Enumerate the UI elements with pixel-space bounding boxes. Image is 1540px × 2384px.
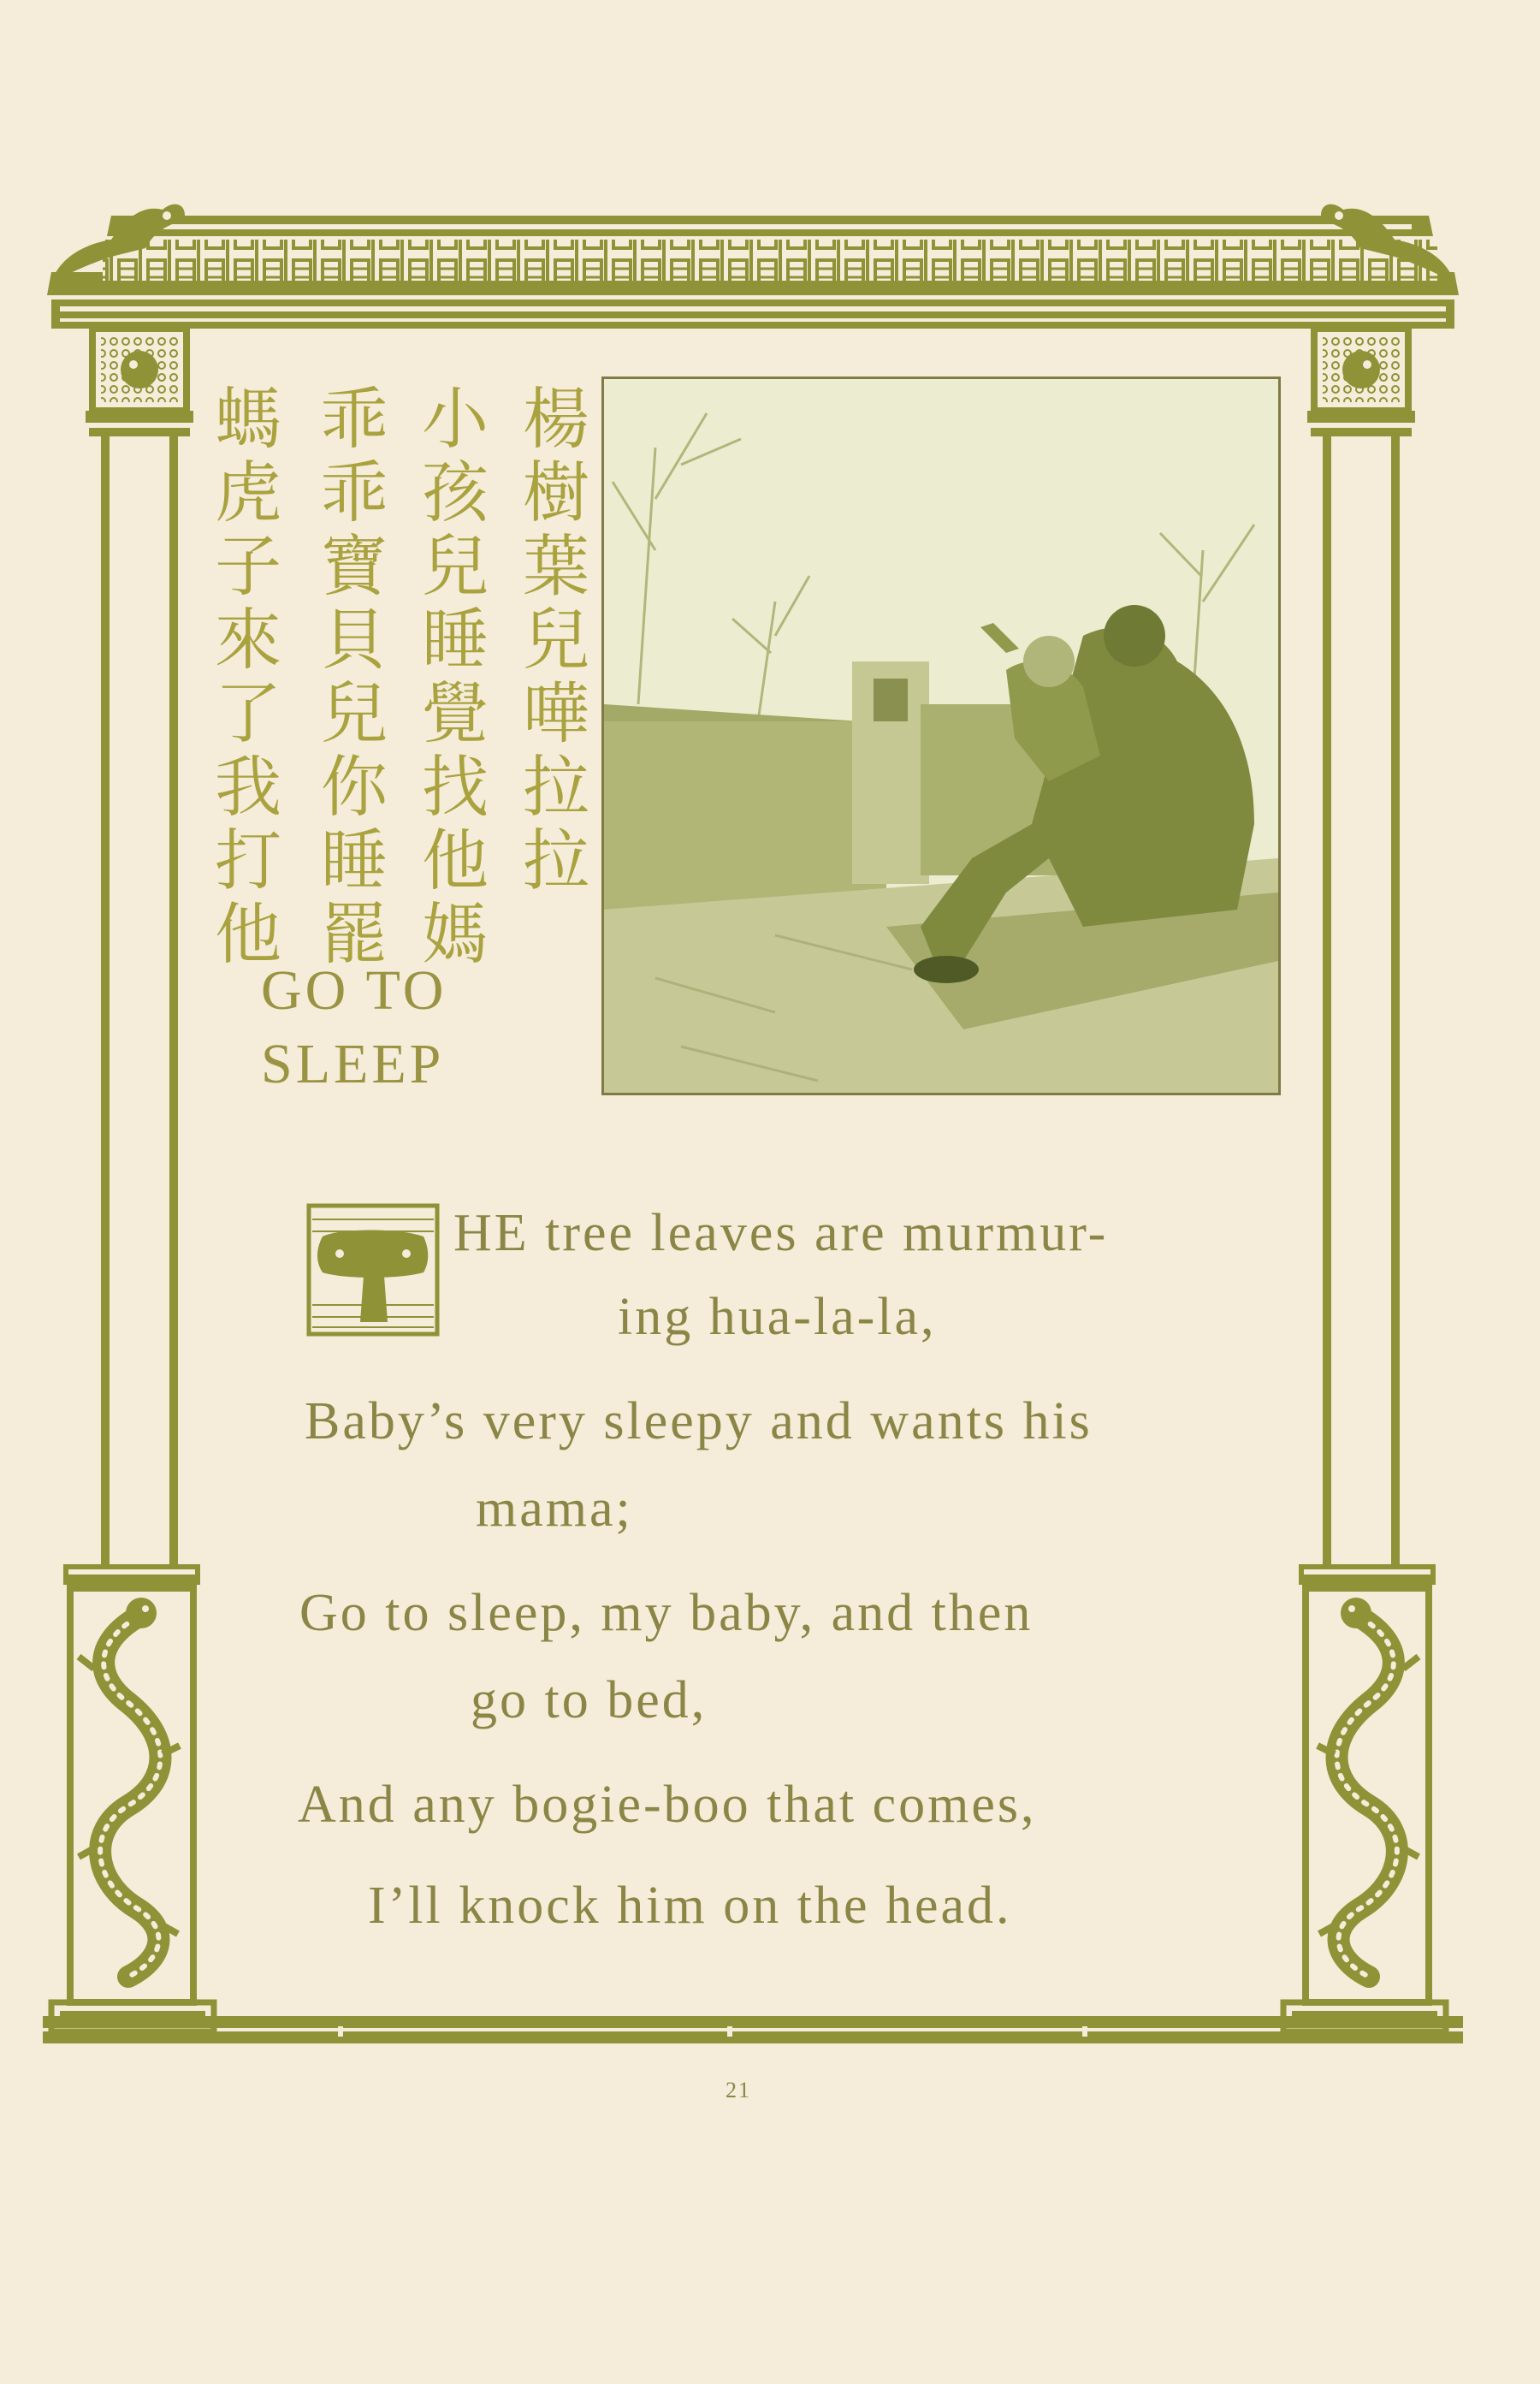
chinese-verse-column-2: 小孩兒睡覺找他媽 — [411, 383, 488, 972]
left-column — [101, 436, 178, 1568]
verse-line-5: Go to sleep, my baby, and then — [299, 1584, 1034, 1642]
roof-ornament — [47, 205, 1459, 329]
right-column — [1323, 436, 1400, 1568]
right-dragon-panel — [1299, 1564, 1436, 2002]
verse-line-7: And any bogie-boo that comes, — [298, 1776, 1037, 1834]
verse-line-3: Baby’s very sleepy and wants his — [305, 1392, 1093, 1450]
chinese-verse-column-1: 楊樹葉兒嘩拉拉 — [512, 383, 589, 898]
verse-line-4: mama; — [476, 1480, 633, 1538]
poem-title-line-1: GO TO — [261, 959, 447, 1022]
photograph — [601, 377, 1281, 1095]
decorated-initial-t-icon — [305, 1202, 441, 1337]
floor-beam — [43, 2016, 1463, 2043]
poem-title-line-2: SLEEP — [261, 1033, 445, 1095]
chinese-verse-column-3: 乖乖寶貝兒你睡罷 — [310, 383, 387, 972]
verse-line-6: go to bed, — [471, 1671, 708, 1729]
verse-line-8: I’ll knock him on the head. — [368, 1877, 1012, 1935]
verse-line-1: HE tree leaves are murmur- — [453, 1204, 1109, 1262]
left-column-capital — [86, 329, 193, 436]
right-column-capital — [1307, 329, 1415, 436]
page-number: 21 — [726, 2078, 751, 2102]
left-dragon-panel — [63, 1564, 200, 2002]
poem-title — [261, 954, 447, 1101]
chinese-verse-column-4: 螞虎子來了我打他 — [204, 383, 281, 972]
drop-cap — [305, 1202, 441, 1337]
verse-line-2: ing hua-la-la, — [618, 1288, 937, 1346]
photograph-woman-and-child-icon — [604, 379, 1278, 1093]
